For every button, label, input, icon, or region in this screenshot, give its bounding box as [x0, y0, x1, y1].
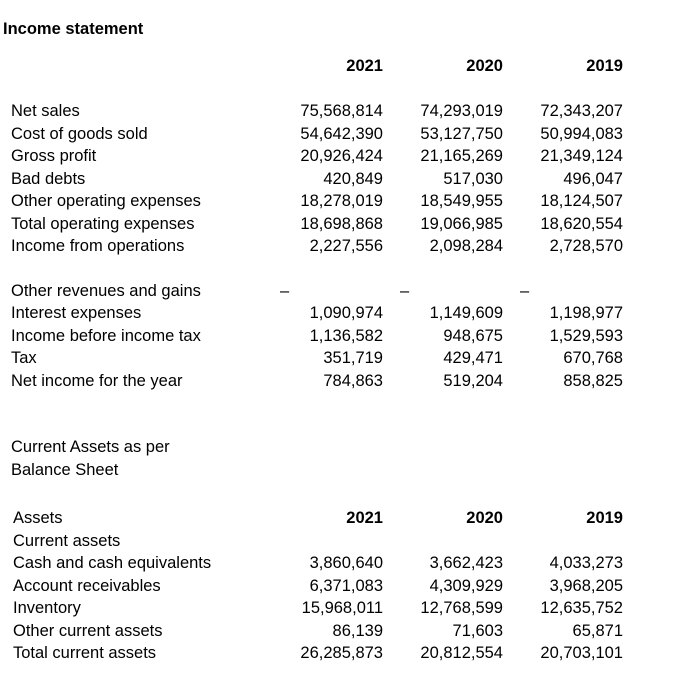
cell-value: 26,285,873: [300, 644, 383, 662]
page-title: Income statement: [3, 20, 144, 38]
row-label: Total operating expenses: [11, 214, 195, 233]
section-heading: [3, 436, 684, 481]
cell-value: 71,603: [452, 621, 503, 640]
cell-value: 351,719: [323, 349, 383, 367]
cell-value: 75,568,814: [300, 102, 383, 120]
cell-value: 1,529,593: [549, 326, 623, 345]
row-label: Net sales: [11, 102, 80, 120]
cell-value: 18,620,554: [540, 214, 623, 233]
table-row: [3, 168, 684, 191]
cell-value: 18,278,019: [300, 192, 383, 210]
row-label: Cost of goods sold: [11, 124, 148, 143]
row-label: Cash and cash equivalents: [13, 554, 212, 572]
cell-value: 12,635,752: [540, 599, 623, 617]
column-header-2019: 2019: [586, 509, 623, 527]
table-row: [3, 530, 684, 553]
table-row: [3, 145, 684, 168]
cell-value: 86,139: [332, 621, 383, 640]
cell-value: 784,863: [323, 371, 383, 390]
table-row: [3, 325, 684, 348]
column-header-2020: 2020: [466, 56, 503, 75]
table-row: [3, 552, 684, 575]
income-statement-table: [3, 55, 684, 393]
cell-value: 1,149,609: [429, 304, 503, 322]
cell-value: 72,343,207: [540, 102, 623, 120]
cell-value: 15,968,011: [301, 599, 383, 617]
cell-value: 496,047: [563, 169, 623, 188]
row-label: Total current assets: [13, 644, 157, 662]
table-row: [3, 280, 684, 303]
row-label: Inventory: [13, 599, 81, 617]
row-label: Income before income tax: [11, 326, 201, 345]
table-row: [3, 100, 684, 123]
cell-value: 18,698,868: [300, 214, 383, 233]
row-label: Net income for the year: [11, 371, 183, 390]
column-header-2021: 2021: [346, 509, 383, 527]
current-assets-table: [3, 507, 684, 665]
row-label: Tax: [11, 349, 37, 367]
cell-value: 2,227,556: [309, 237, 383, 255]
column-header-2020: 2020: [466, 509, 503, 527]
cell-value: 21,349,124: [540, 147, 623, 165]
table-row: [3, 620, 684, 643]
cell-value: –: [520, 281, 530, 300]
cell-value: 21,165,269: [420, 147, 503, 165]
current-assets-column-headers: [3, 507, 684, 530]
cell-value: 53,127,750: [420, 124, 503, 143]
cell-value: 1,136,582: [309, 326, 383, 345]
table-row: [3, 642, 684, 665]
cell-value: 948,675: [443, 326, 503, 345]
cell-value: 517,030: [443, 169, 503, 188]
cell-value: –: [280, 281, 290, 300]
cell-value: 20,926,424: [300, 147, 383, 165]
cell-value: 1,090,974: [309, 304, 383, 322]
table-row: [3, 575, 684, 598]
cell-value: –: [400, 281, 410, 300]
cell-value: 1,198,977: [549, 304, 623, 322]
cell-value: 3,860,640: [309, 554, 383, 572]
cell-value: 65,871: [572, 621, 623, 640]
cell-value: 6,371,083: [309, 576, 383, 595]
table-row: [3, 347, 684, 370]
table-row: [3, 370, 684, 393]
row-label: Other operating expenses: [11, 192, 201, 210]
cell-value: 20,812,554: [420, 644, 503, 662]
income-statement-column-headers: [3, 55, 684, 78]
table-row: [3, 213, 684, 236]
cell-value: 420,849: [323, 169, 383, 188]
cell-value: 670,768: [563, 349, 623, 367]
row-label: Gross profit: [11, 147, 97, 165]
cell-value: 4,309,929: [429, 576, 503, 595]
row-label: Current assets: [13, 531, 121, 550]
cell-value: 519,204: [443, 371, 503, 390]
cell-value: 2,728,570: [549, 237, 623, 255]
table-row: [3, 597, 684, 620]
cell-value: 3,662,423: [429, 554, 503, 572]
cell-value: 429,471: [443, 349, 503, 367]
cell-value: 19,066,985: [420, 214, 503, 233]
section-heading-line2: Balance Sheet: [11, 460, 119, 479]
cell-value: 20,703,101: [540, 644, 623, 662]
cell-value: 54,642,390: [300, 124, 383, 143]
cell-value: 12,768,599: [420, 599, 503, 617]
table-row: [3, 123, 684, 146]
table-row: [3, 235, 684, 258]
section-heading-line1: Current Assets as per: [11, 438, 170, 456]
row-label: Other revenues and gains: [11, 281, 201, 300]
row-label: Account receivables: [13, 576, 161, 595]
cell-value: 50,994,083: [540, 124, 623, 143]
cell-value: 74,293,019: [420, 102, 503, 120]
table-row: [3, 302, 684, 325]
column-header-2021: 2021: [346, 56, 383, 75]
cell-value: 4,033,273: [549, 554, 623, 572]
column-header-2019: 2019: [586, 56, 623, 75]
row-label: Other current assets: [13, 621, 163, 640]
cell-value: 858,825: [563, 371, 623, 390]
assets-header-label: Assets: [13, 509, 63, 527]
cell-value: 3,968,205: [549, 576, 623, 595]
cell-value: 18,124,507: [540, 192, 623, 210]
row-label: Income from operations: [11, 237, 185, 255]
cell-value: 2,098,284: [429, 237, 503, 255]
row-label: Bad debts: [11, 169, 86, 188]
table-row: [3, 190, 684, 213]
row-label: Interest expenses: [11, 304, 142, 322]
cell-value: 18,549,955: [420, 192, 503, 210]
